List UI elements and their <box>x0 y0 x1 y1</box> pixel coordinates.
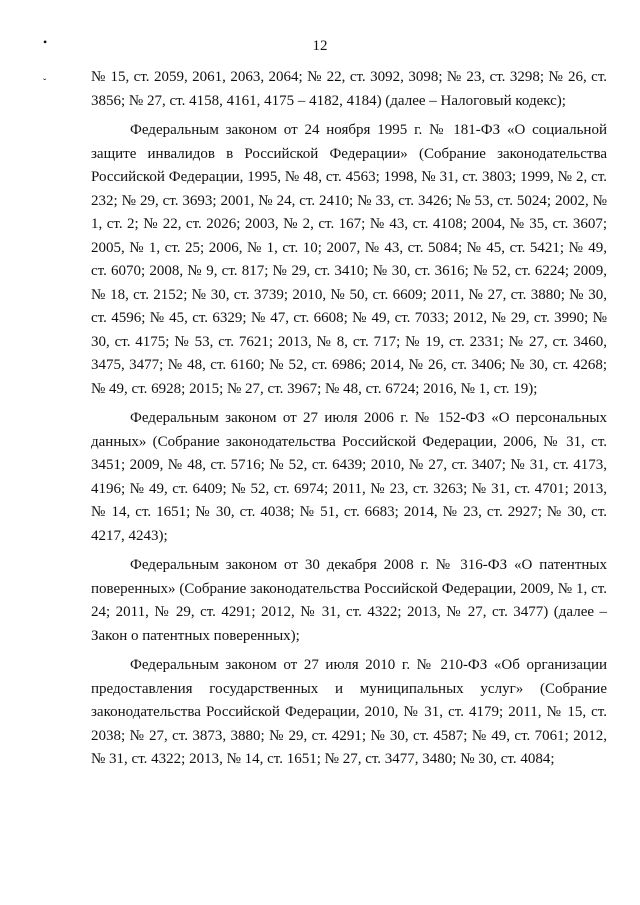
paragraph-law-316-fz: Федеральным законом от 30 декабря 2008 г. № 316-ФЗ «О патентных поверенных» (Собрание законодательства Российской Федерации, 2009, № 1, ст. 24; 2011, № 29, ст. 4291; 2012, № 31, ст. 4322; 2013, № 27, ст. 3477) (далее – Закон о патентных поверенных); <box>91 557 607 644</box>
page-number: 12 <box>312 38 328 54</box>
paragraph-law-181-fz: Федеральным законом от 24 ноября 1995 г. № 181-ФЗ «О социальной защите инвалидов в Российской Федерации» (Собрание законодательства Российской Федерации, 1995, № 48, ст. 4563; 1998, № 31, ст. 3803; 1999, № 2, ст. 232; № 29, ст. 3693; 2001, № 24, ст. 2410; № 33, ст. 3426; № 53, ст. 5024; 2002, № 1, ст. 2; № 22, ст. 2026; 2003, № 2, ст. 167; № 43, ст. 4108; 2004, № 35, ст. 3607; 2005, № 1, ст. 25; 2006, № 1, ст. 10; 2007, № 43, ст. 5084; № 45, ст. 5421; № 49, ст. 6070; 2008, № 9, ст. 817; № 29, ст. 3410; № 30, ст. 3616; № 52, ст. 6224; 2009, № 18, ст. 2152; № 30, ст. 3739; 2010, № 50, ст. 6609; 2011, № 27, ст. 3880; № 30, ст. 4596; № 45, ст. 6329; № 47, ст. 6608; № 49, ст. 7033; 2012, № 29, ст. 3990; № 30, ст. 4175; № 53, ст. 7621; 2013, № 8, ст. 717; № 19, ст. 2331; № 27, ст. 3460, 3475, 3477; № 48, ст. 6160; № 52, ст. 6986; 2014, № 26, ст. 3406; № 30, ст. 4268; № 49, ст. 6928; 2015; № 27, ст. 3967; № 48, ст. 6724; 2016, № 1, ст. 19); <box>91 122 607 397</box>
paragraph-law-210-fz: Федеральным законом от 27 июля 2010 г. № 210-ФЗ «Об организации предоставления государственных и муниципальных услуг» (Собрание законодательства Российской Федерации, 2010, № 31, ст. 4179; 2011, № 15, ст. 2038; № 27, ст. 3873, 3880; № 29, ст. 4291; № 30, ст. 4587; № 49, ст. 7061; 2012, № 31, ст. 4322; 2013, № 14, ст. 1651; № 27, ст. 3477, 3480; № 30, ст. 4084; <box>91 657 607 767</box>
paragraph-law-152-fz: Федеральным законом от 27 июля 2006 г. № 152-ФЗ «О персональных данных» (Собрание законодательства Российской Федерации, 2006, № 31, ст. 3451; 2009, № 48, ст. 5716; № 52, ст. 6439; 2010, № 27, ст. 3407; № 31, ст. 4173, 4196; № 49, ст. 6409; № 52, ст. 6974; 2011, № 23, ст. 3263; № 31, ст. 4701; 2013, № 14, ст. 1651; № 30, ст. 4038; № 51, ст. 6683; 2014, № 23, ст. 2927; № 30, ст. 4217, 4243); <box>91 410 607 544</box>
paragraph-continuation: № 15, ст. 2059, 2061, 2063, 2064; № 22, ст. 3092, 3098; № 23, ст. 3298; № 26, ст. 3856; № 27, ст. 4158, 4161, 4175 – 4182, 4184) (далее – Налоговый кодекс); <box>91 69 607 109</box>
document-body <box>91 66 607 772</box>
scan-mark-dot: • <box>43 35 48 49</box>
scan-mark-caron: ˇ <box>43 78 47 89</box>
